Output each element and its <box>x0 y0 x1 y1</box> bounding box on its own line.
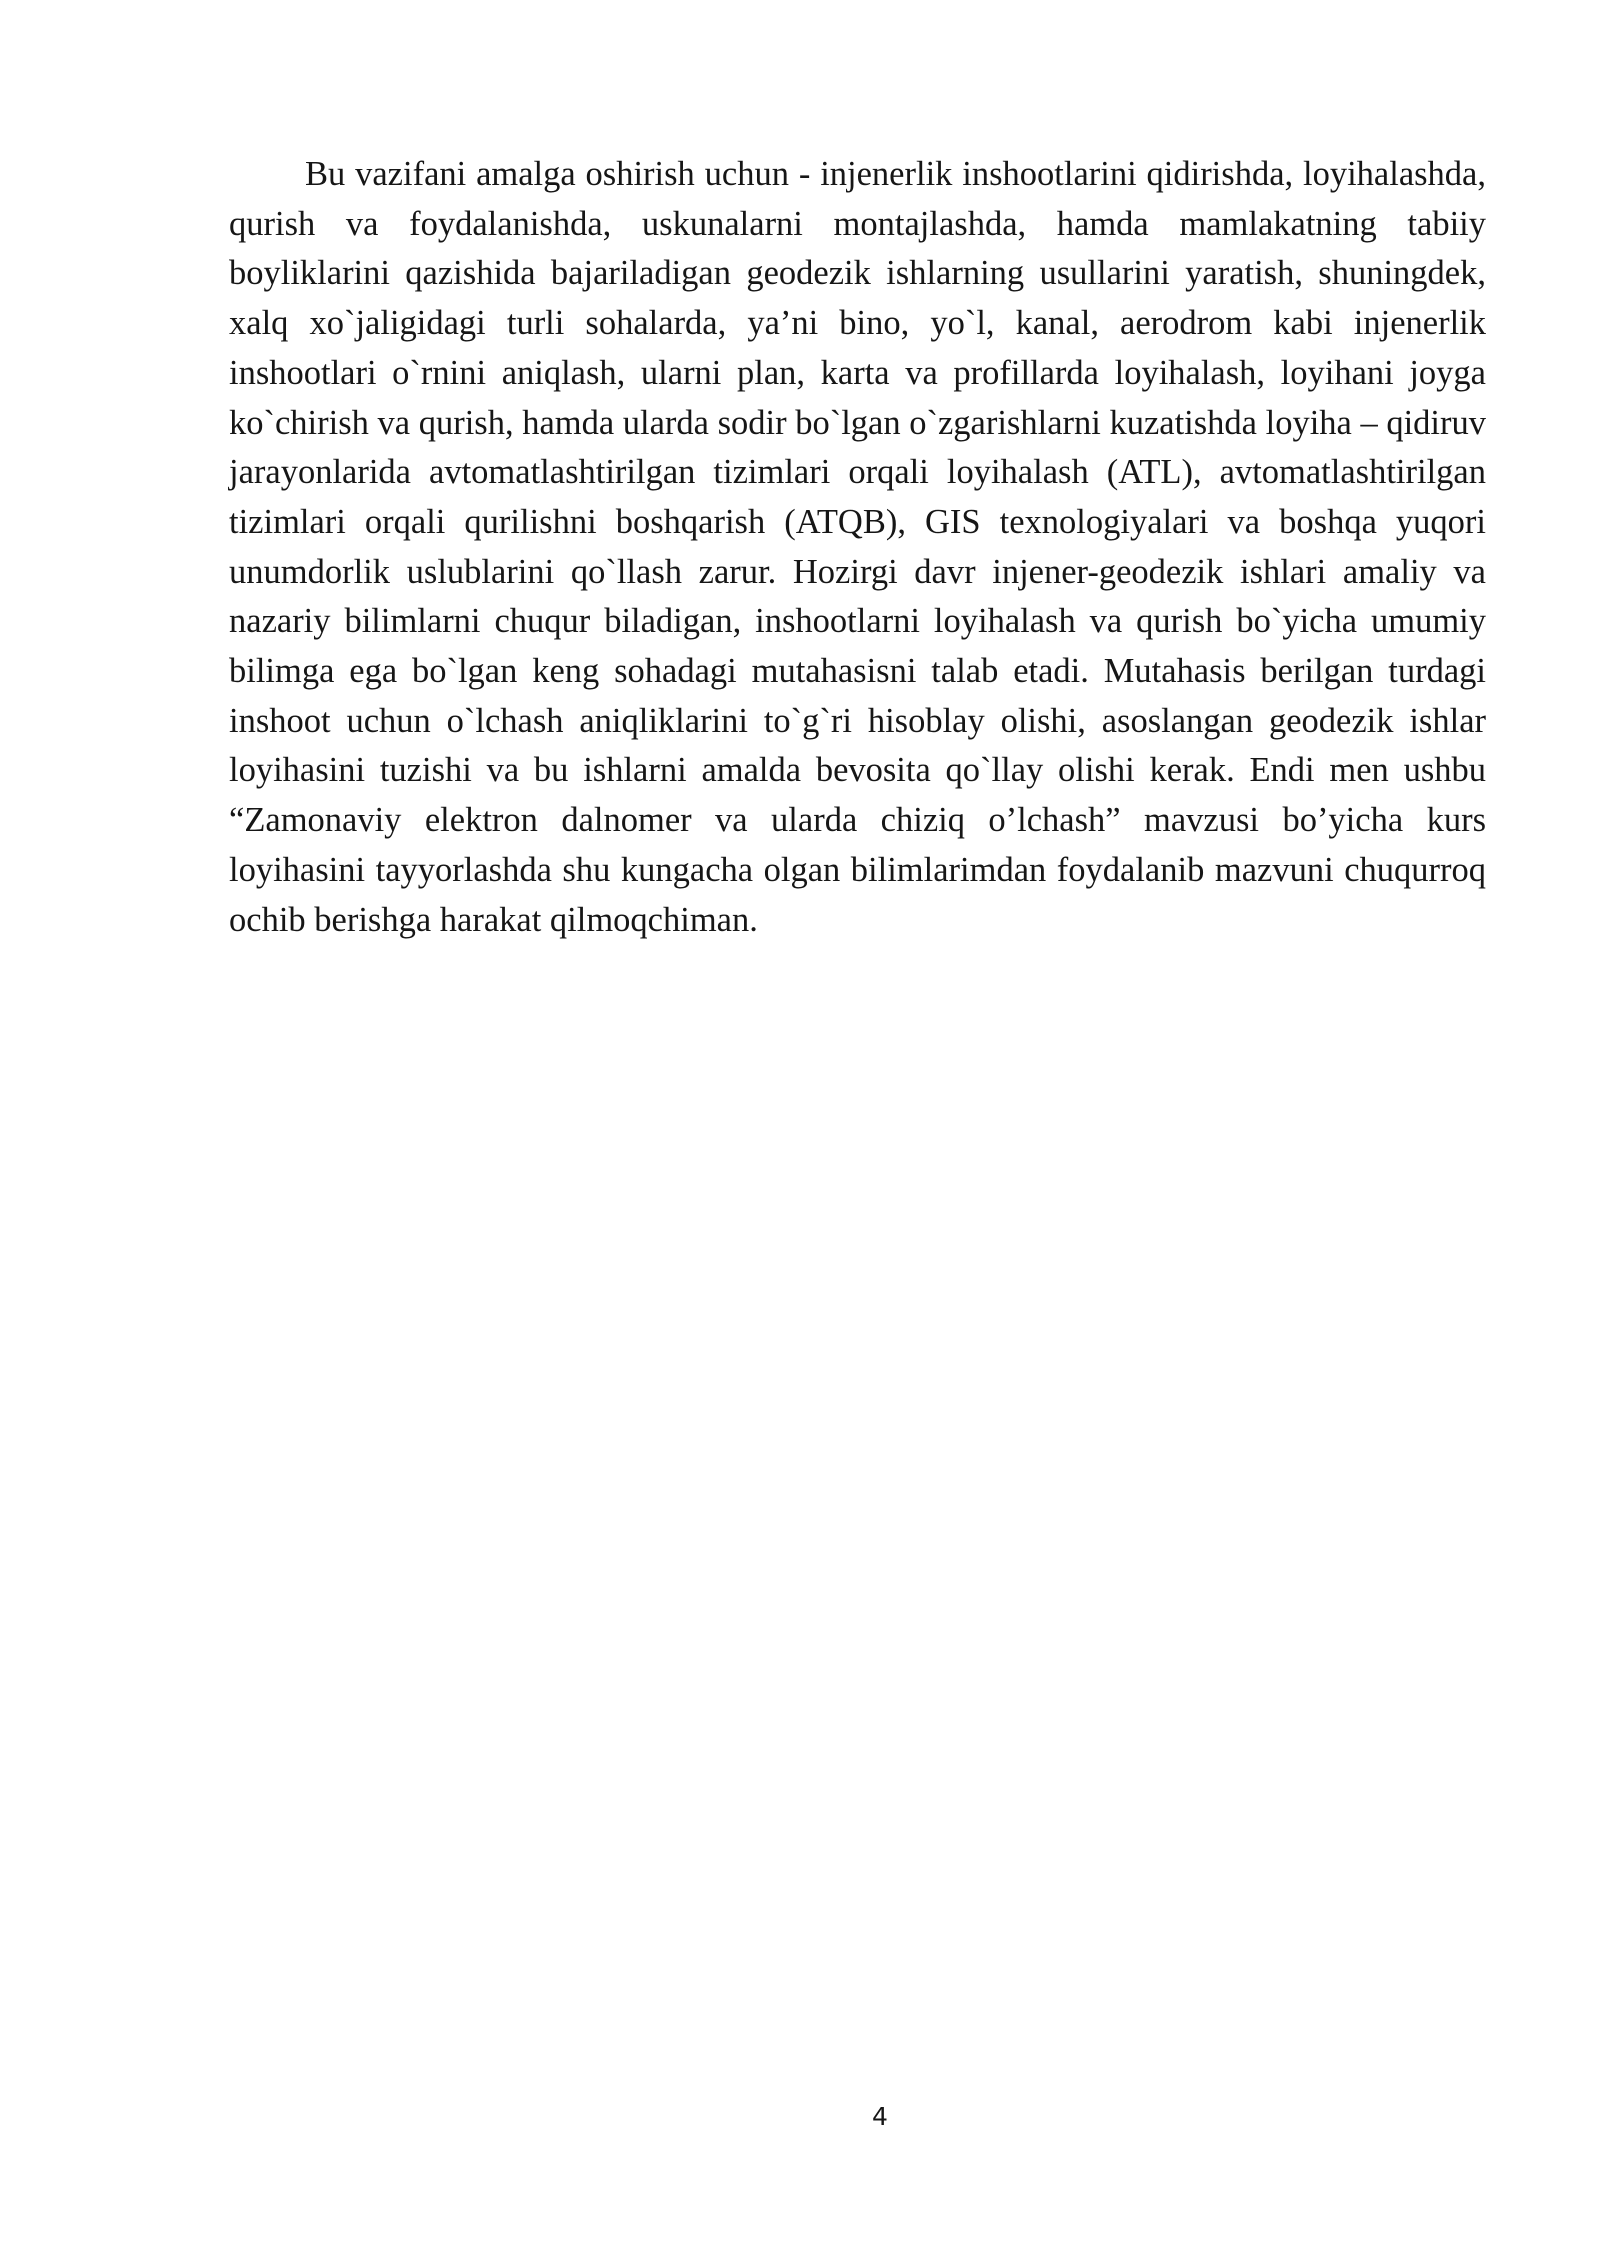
body-paragraph: Bu vazifani amalga oshirish uchun - injenerlik inshootlarini qidirishda, loyihalashda, qurish va foydalanishda, uskunalarni montajlashda, hamda mamlakatning tabiiy boyliklarini qazishida bajariladigan geodezik ishlarning usullarini yaratish, shuningdek, xalq xo`jaligidagi turli sohalarda, ya’ni bino, yo`l, kanal, aerodrom kabi injenerlik inshootlari o`rnini aniqlash, ularni plan, karta va profillarda loyihalash, loyihani joyga ko`chirish va qurish, hamda ularda sodir bo`lgan o`zgarishlarni kuzatishda loyiha – qidiruv jarayonlarida avtomatlashtirilgan tizimlari orqali loyihalash (ATL), avtomatlashtirilgan tizimlari orqali qurilishni boshqarish (ATQB), GIS texnologiyalari va boshqa yuqori unumdorlik uslublarini qo`llash zarur. Hozirgi davr injener-geodezik ishlari amaliy va nazariy bilimlarni chuqur biladigan, inshootlarni loyihalash va qurish bo`yicha umumiy bilimga ega bo`lgan keng sohadagi mutahasisni talab etadi. Mutahasis berilgan turdagi inshoot uchun o`lchash aniqliklarini to`g`ri hisoblay olishi, asoslangan geodezik ishlar loyihasini tuzishi va bu ishlarni amalda bevosita qo`llay olishi kerak. Endi men ushbu “Zamonaviy elektron dalnomer va ularda chiziq o’lchash” mavzusi bo’yicha kurs loyihasini tayyorlashda shu kungacha olgan bilimlarimdan foydalanib mazvuni chuqurroq ochib berishga harakat qilmoqchiman. <box>229 155 1487 939</box>
page-number: 4 <box>872 2102 888 2131</box>
